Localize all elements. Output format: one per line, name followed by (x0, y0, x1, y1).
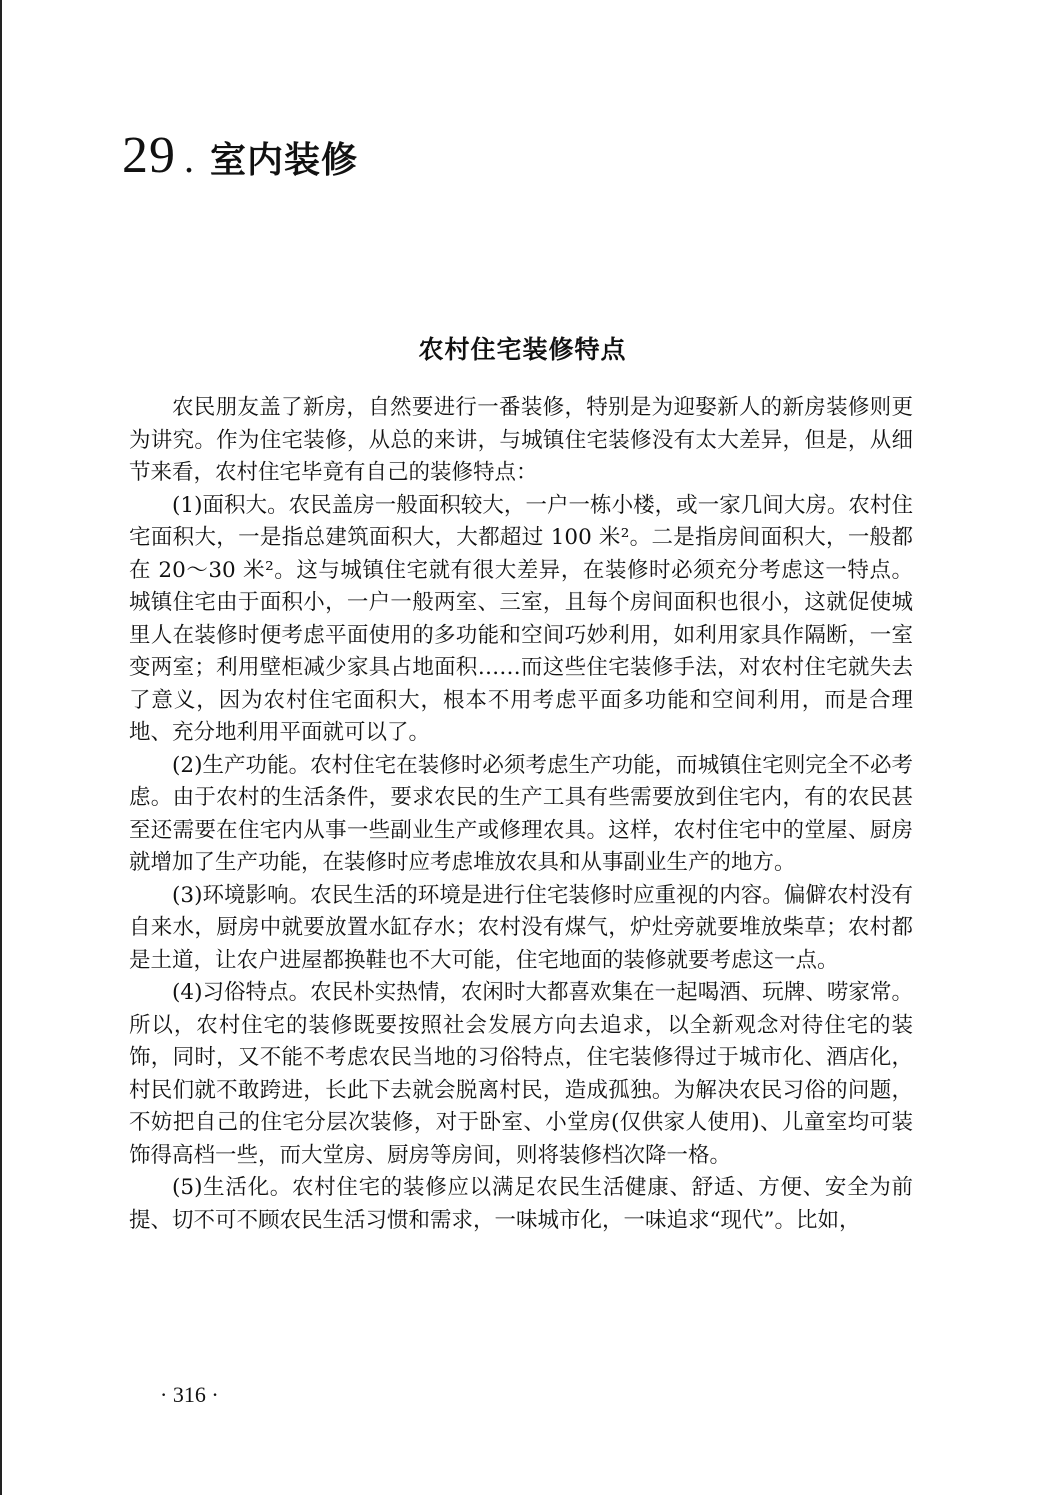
paragraph-daily-life: (5)生活化。农村住宅的装修应以满足农民生活健康、舒适、方便、安全为前提、切不可不顾农民生活习惯和需求，一味城市化，一味追求“现代”。比如， (129, 1175, 913, 1233)
body-text (129, 392, 913, 1237)
paragraph-customs: (4)习俗特点。农民朴实热情，农闲时大都喜欢集在一起喝酒、玩牌、唠家常。所以，农村住宅的装修既要按照社会发展方向去追求，以全新观念对待住宅的装饰，同时，又不能不考虑农民当地的习俗特点，住宅装修得过于城市化、酒店化，村民们就不敢跨进，长此下去就会脱离村民，造成孤独。为解决农民习俗的问题，不妨把自己的住宅分层次装修，对于卧室、小堂房(仅供家人使用)、儿童室均可装饰得高档一些，而大堂房、厨房等房间，则将装修档次降一格。 (129, 980, 913, 1168)
paragraph-production: (2)生产功能。农村住宅在装修时必须考虑生产功能，而城镇住宅则完全不必考虑。由于农村的生活条件，要求农民的生产工具有些需要放到住宅内，有的农民甚至还需要在住宅内从事一些副业生产或修理农具。这样，农村住宅中的堂屋、厨房就增加了生产功能，在装修时应考虑堆放农具和从事副业生产的地方。 (129, 752, 913, 875)
paragraph-environment: (3)环境影响。农民生活的环境是进行住宅装修时应重视的内容。偏僻农村没有自来水，厨房中就要放置水缸存水；农村没有煤气，炉灶旁就要堆放柴草；农村都是土道，让农户进屋都换鞋也不大可能，住宅地面的装修就要考虑这一点。 (129, 882, 913, 973)
page-number: · 316 · (160, 1382, 219, 1407)
chapter-number: 29 (122, 127, 176, 184)
paragraph-intro: 农民朋友盖了新房，自然要进行一番装修，特别是为迎娶新人的新房装修则更为讲究。作为住宅装修，从总的来讲，与城镇住宅装修没有太大差异，但是，从细节来看，农村住宅毕竟有自己的装修特点： (129, 395, 913, 485)
chapter-heading (122, 126, 358, 185)
paragraph-area: (1)面积大。农民盖房一般面积较大，一户一栋小楼，或一家几间大房。农村住宅面积大，一是指总建筑面积大，大都超过 100 米²。二是指房间面积大，一般都在 20～30 米²。这与城镇住宅就有很大差异，在装修时必须充分考虑这一特点。城镇住宅由于面积小，一户一般两室、三室，且每个房间面积也很小，这就促使城里人在装修时便考虑平面使用的多功能和空间巧妙利用，如利用家具作隔断，一室变两室；利用壁柜减少家具占地面积……而这些住宅装修手法，对农村住宅就失去了意义，因为农村住宅面积大，根本不用考虑平面多功能和空间利用，而是合理地、充分地利用平面就可以了。 (129, 492, 913, 745)
page-edge (0, 0, 2, 1495)
section-title: 农村住宅装修特点 (418, 335, 627, 364)
chapter-number-dot: . (184, 136, 194, 181)
chapter-title: 室内装修 (210, 140, 359, 181)
